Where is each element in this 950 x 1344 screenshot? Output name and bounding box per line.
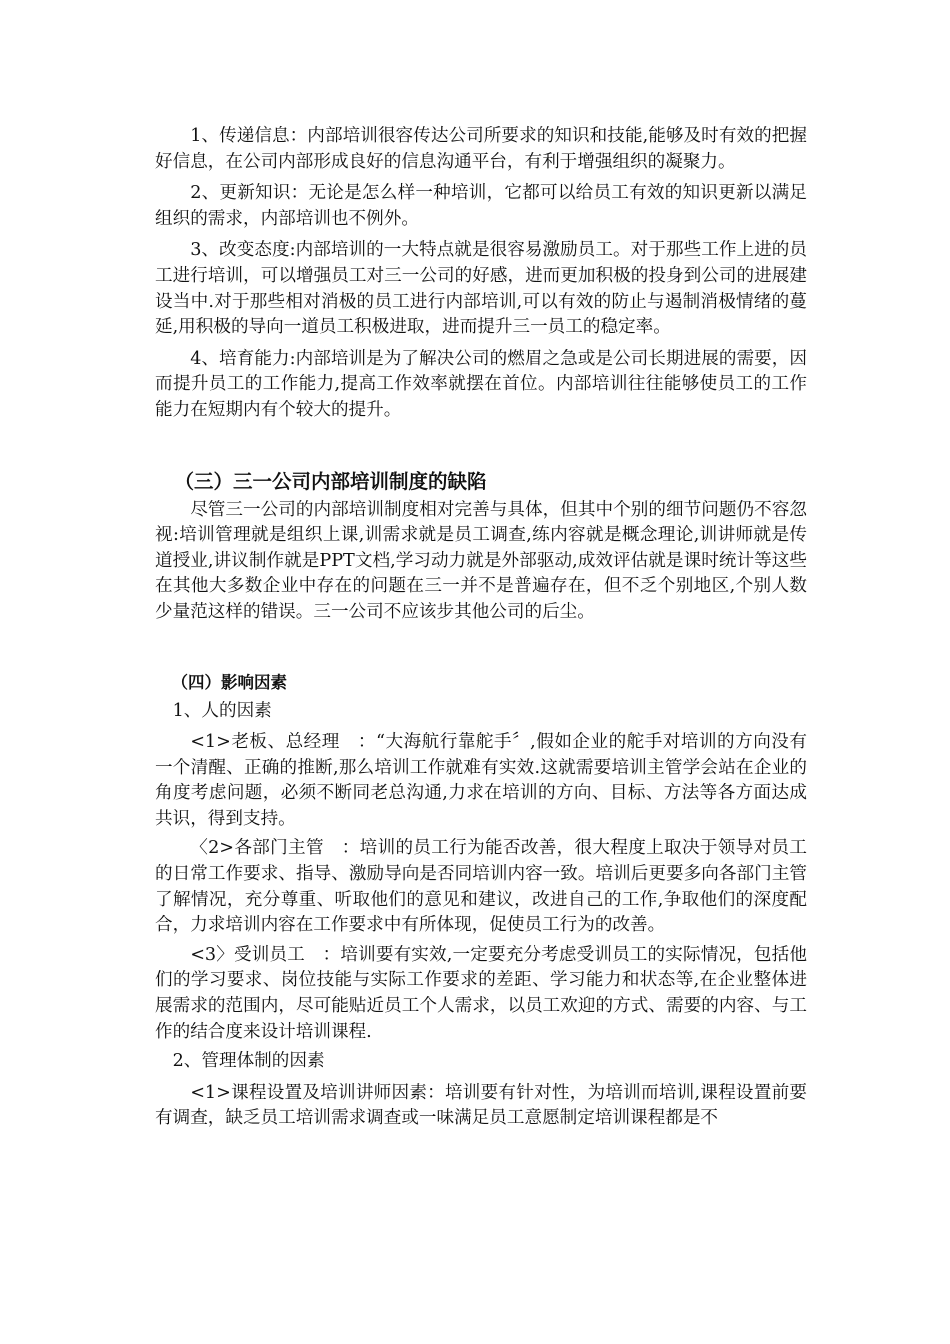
benefit-paragraph-4: 4、培育能力:内部培训是为了解决公司的燃眉之急或是公司长期进展的需要，因而提升员工的工作能力,提高工作效率就摆在首位。内部培训往往能够使员工的工作能力在短期内有个较大的提升。 [155, 348, 807, 420]
benefit-paragraph-1: 1、传递信息：内部培训很容传达公司所要求的知识和技能,能够及时有效的把握好信息，在公司内部形成良好的信息沟通平台，有利于增强组织的凝聚力。 [155, 126, 807, 172]
subheading-human-factors: 1、人的因素 [172, 700, 272, 721]
document-page [155, 124, 807, 1136]
section-heading-defects: （三）三一公司内部培训制度的缺陷 [174, 469, 487, 493]
subheading-management-factors: 2、管理体制的因素 [172, 1051, 325, 1072]
benefit-paragraph-2: 2、更新知识：无论是怎么样一种培训，它都可以给员工有效的知识更新以满足组织的需求，内部培训也不例外。 [155, 183, 807, 229]
section-heading-factors: （四）影响因素 [171, 672, 287, 692]
benefit-paragraph-3: 3、改变态度:内部培训的一大特点就是很容易激励员工。对于那些工作上进的员工进行培训，可以增强员工对三一公司的好感，进而更加积极的投身到公司的进展建设当中.对于那些相对消极的员工进行内部培训,可以有效的防止与遏制消极情绪的蔓延,用积极的导向一道员工积极进取，进而提升三一员工的稳定率。 [155, 240, 807, 338]
factor-boss-paragraph: <1>老板、总经理 ：“大海航行靠舵手〞,假如企业的舵手对培训的方向没有一个清醒、正确的推断,那么培训工作就难有实效.这就需要培训主管学会站在企业的角度考虑问题，必须不断同老总沟通,力求在培训的方向、目标、方法等各方面达成共识，得到支持。 [155, 732, 807, 829]
defects-paragraph: 尽管三一公司的内部培训制度相对完善与具体，但其中个别的细节问题仍不容忽视:培训管理就是组织上课,训需求就是员工调查,练内容就是概念理论,训讲师就是传道授业,讲议制作就是PPT文档,学习动力就是外部驱动,成效评估就是课时统计等这些在其他大多数企业中存在的问题在三一并不是普遍存在，但不乏个别地区,个别人数少量范这样的错误。三一公司不应该步其他公司的后尘。 [155, 499, 807, 622]
factor-managers-paragraph: 〈2>各部门主管 ：培训的员工行为能否改善，很大程度上取决于领导对员工的日常工作要求、指导、激励导向是否同培训内容一致。培训后更要多向各部门主管了解情况，充分尊重、听取他们的意见和建议，改进自己的工作,争取他们的深度配合，力求培训内容在工作要求中有所体现，促使员工行为的改善。 [155, 838, 807, 936]
factor-course-paragraph: <1>课程设置及培训讲师因素：培训要有针对性，为培训而培训,课程设置前要有调查，缺乏员工培训需求调查或一味满足员工意愿制定培训课程都是不 [155, 1082, 807, 1129]
factor-trainees-paragraph: <3〉受训员工 ：培训要有实效,一定要充分考虑受训员工的实际情况，包括他们的学习要求、岗位技能与实际工作要求的差距、学习能力和状态等,在企业整体进展需求的范围内，尽可能贴近员工个人需求，以员工欢迎的方式、需要的内容、与工作的结合度来设计培训课程. [155, 944, 807, 1042]
